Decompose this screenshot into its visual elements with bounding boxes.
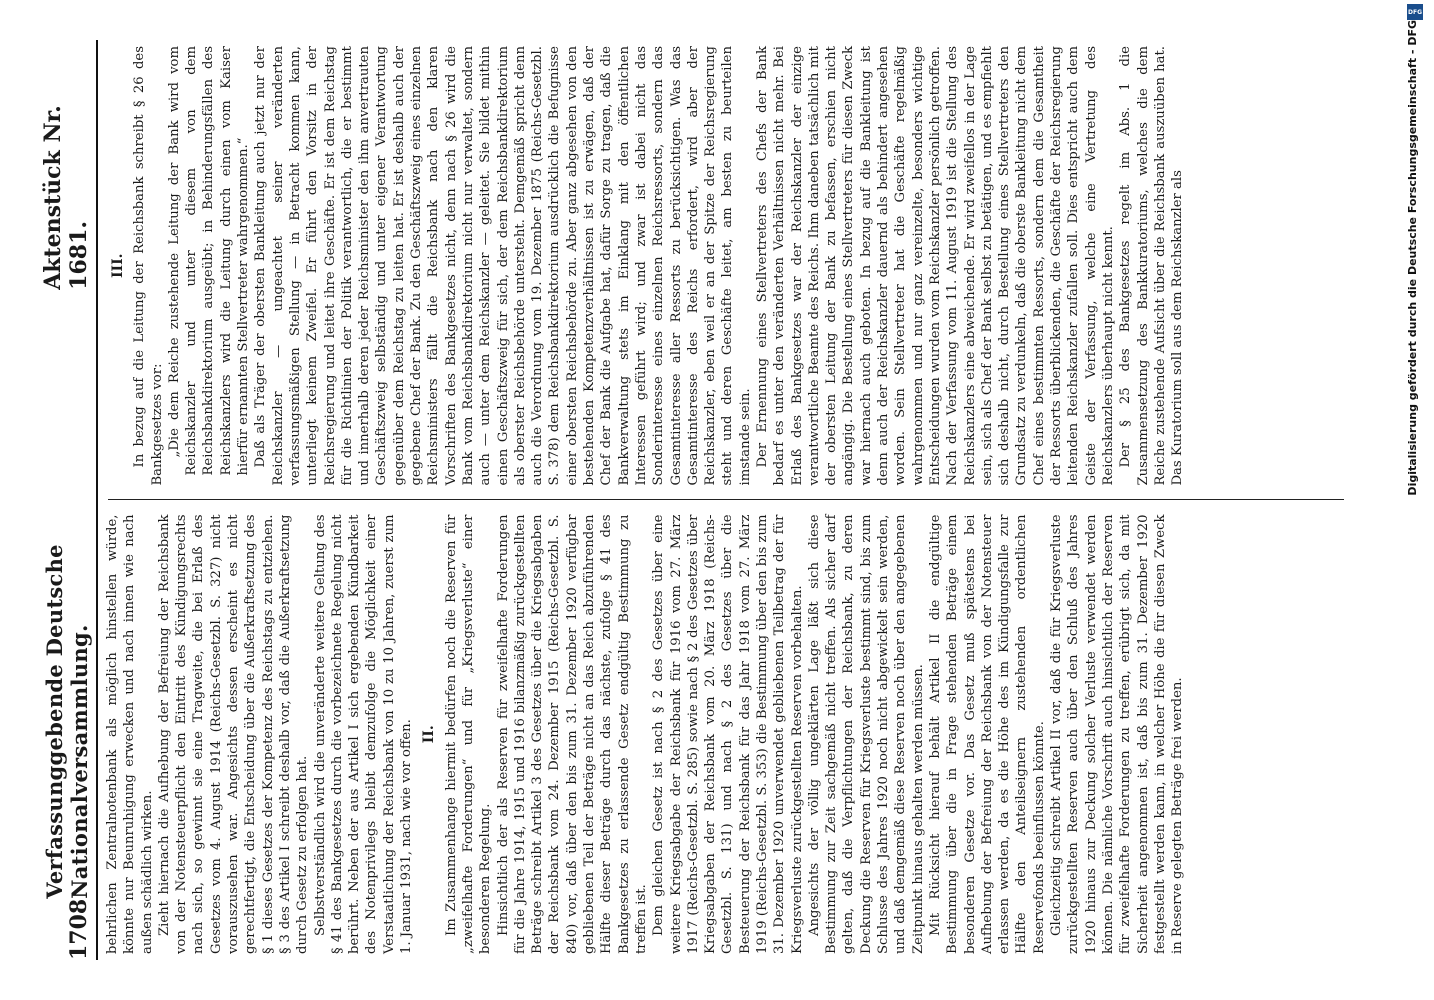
left-column	[104, 509, 1344, 961]
quoted-law-text: „Die dem Reiche zustehende Leitung der Bank wird vom Reichskanzler und unter diesem von dem Reichsbankdirektorium ausgeübt; in Behinderungsfällen des Reichskanzlers wird die Leitung durch einen vom Kaiser hierfür ernannten Stellvertreter wahrgenommen.“	[166, 46, 252, 476]
paragraph: Angesichts der völlig ungeklärten Lage läßt sich diese Bestimmung zur Zeit sachgemäß nicht treffen. Als sicher darf gelten, daß die Verpflichtungen der Reichsbank, zu deren Deckung die Reserven für Kriegsverluste bestimmt sind, bis zum Schlusse des Jahres 1920 noch nicht abgewickelt sein werden, und daß demgemäß diese Reserven noch über den angegebenen Zeitpunkt hinaus gehalten werden müssen.	[806, 514, 926, 954]
paragraph: Der § 25 des Bankgesetzes regelt im Abs. 1 die Zusammensetzung des Bankkuratoriums, welches die dem Reiche zustehende Aufsicht über die Reichsbank auszuüben hat. Das Kuratorium soll aus dem Reichskanzler als	[1118, 46, 1186, 486]
paragraph: In bezug auf die Leitung der Reichsbank schreibt § 26 des Bankgesetzes vor:	[132, 46, 165, 486]
running-title: Verfassunggebende Deutsche Nationalversammlung.	[42, 544, 92, 899]
paragraph: Daß als Träger der obersten Bankleitung auch jetzt nur der Reichskanzler — ungeachtet seiner veränderten verfassungsmäßigen Stellung — in Betracht kommen kann, unterliegt keinem Zweifel. Er führt den Vorsitz in der Reichsregierung und leitet ihre Geschäfte. Er ist dem Reichstag für die Richtlinien der Politik verantwortlich, die er bestimmt und innerhalb deren jeder Reichsminister den ihm anvertrauten Geschäftszweig selbständig und unter eigener Verantwortung gegenüber dem Reichstag zu leiten hat. Er ist deshalb auch der gegebene Chef der Bank. Zu den Geschäftszweig eines einzelnen Reichsministers fällt die Reichsbank nach den klaren Vorschriften des Bankgesetzes nicht, denn nach § 26 wird die Bank vom Reichsbankdirektorium nicht nur verwaltet, sondern auch — unter dem Reichskanzler — geleitet. Sie bildet mithin einen Geschäftszweig für sich, der dem Reichsbankdirektorium als oberster Reichsbehörde untersteht. Demgemäß spricht denn auch die Verordnung vom 19. Dezember 1875 (Reichs-Gesetzbl. S. 378) dem Reichsbankdirektorium ausdrücklich die Befugnisse einer obersten Reichsbehörde zu. Aber ganz abgesehen von den bestehenden Kompetenzverhältnissen ist zu erwägen, daß der Chef der Bank die Aufgabe hat, dafür Sorge zu tragen, daß die Bankverwaltung stets im Einklang mit den öffentlichen Interessen geführt wird; und zwar ist dabei nicht das Sonderinteresse eines einzelnen Reichsressorts, sondern das Gesamtinteresse aller Ressorts zu berücksichtigen. Was das Gesamtinteresse des Reichs erfordert, wird aber der Reichskanzler, eben weil er an der Spitze der Reichsregierung steht und deren Geschäfte leitet, am besten zu beurteilen imstande sein.	[253, 46, 753, 486]
paragraph: Dem gleichen Gesetz ist nach § 2 des Gesetzes über eine weitere Kriegsabgabe der Reichsbank für 1916 vom 27. März 1917 (Reichs-Gesetzbl. S. 285) sowie nach § 2 des Gesetzes über Kriegsabgaben der Reichsbank vom 20. März 1918 (Reichs-Gesetzbl. S. 131) und nach § 2 des Gesetzes über die Besteuerung der Reichsbank für das Jahr 1918 vom 27. März 1919 (Reichs-Gesetzbl. S. 353) die Bestimmung über den bis zum 31. Dezember 1920 unverwendet gebliebenen Teilbetrag der für Kriegsverluste zurückgestellten Reserven vorbehalten.	[651, 514, 805, 954]
digitization-credit: Digitalisierung gefördert durch die Deutsche Forschungsgemeinschaft - DFG	[1406, 20, 1419, 496]
section-heading-iii: III.	[110, 253, 126, 279]
paragraph: Im Zusammenhange hiermit bedürfen noch die Reserven für „zweifelhafte Forderungen“ und für „Kriegsverluste“ einer besonderen Regelung.	[443, 514, 494, 954]
section-heading-ii: II.	[421, 725, 438, 744]
column-divider	[108, 500, 1344, 501]
text-columns	[104, 40, 1344, 960]
right-column	[104, 40, 1344, 492]
paragraph: Mit Rücksicht hierauf behält Artikel II die endgültige Bestimmung über die in Frage stehenden Beträge einem besonderen Gesetze vor. Das Gesetz muß spätestens bei Aufhebung der Befreiung der Reichsbank von der Notensteuer erlassen werden, da es die Höhe des im Kündigungsfalle zur Hälfte den Anteilseignern zustehenden ordentlichen Reservefonds beeinflussen könnte.	[927, 514, 1047, 954]
paragraph: Hinsichtlich der als Reserven für zweifelhafte Forderungen für die Jahre 1914, 1915 und 1916 bilanzmäßig zurückgestellten Beträge schreibt Artikel 3 des Gesetzes über die Kriegsabgaben der Reichsbank vom 24. Dezember 1915 (Reichs-Gesetzbl. S. 840) vor, daß über den bis zum 31. Dezember 1920 verfügbar gebliebenen Teil der Beträge nicht an das Reich abzuführenden Hälfte dieser Beträge durch das nächste, zufolge § 41 des Bankgesetzes zu erlassende Gesetz endgültig Bestimmung zu treffen ist.	[495, 514, 649, 954]
document-piece-number: Aktenstück Nr. 1681.	[40, 105, 92, 290]
paragraph: Selbstverständlich wird die unveränderte weitere Geltung des § 41 des Bankgesetzes durch die vorbezeichnete Regelung nicht berührt. Neben der aus Artikel I sich ergebenden Kündbarkeit des Notenprivilegs bleibt demzufolge die Möglichkeit einer Verstaatlichung der Reichsbank von 10 zu 10 Jahren, zuerst zum 1. Januar 1931, nach wie vor offen.	[312, 514, 415, 954]
page-header	[40, 40, 98, 960]
paragraph: Gleichzeitig schreibt Artikel II vor, daß die für Kriegsverluste zurückgestellten Reserven auch über den Schluß des Jahres 1920 hinaus zur Deckung solcher Verluste verwendet werden können. Die nämliche Vorschrift auch hinsichtlich der Reserven für zweifelhafte Forderungen zu treffen, erübrigt sich, da mit Sicherheit angenommen ist, daß bis zum 31. Dezember 1920 festgestellt werden kann, in welcher Höhe die für diesen Zweck in Reserve gelegten Beträge frei werden.	[1049, 514, 1186, 954]
paragraph: Der Ernennung eines Stellvertreters des Chefs der Bank bedarf es unter den veränderten Verhältnissen nicht mehr. Bei Erlaß des Bankgesetzes war der Reichskanzler der einzige verantwortliche Beamte des Reichs. Ihm daneben tatsächlich mit der obersten Leitung der Bank zu befassen, erschien nicht angängig. Die Bestellung eines Stellvertreters für diesen Zweck war hiernach auch geboten. In bezug auf die Bankleitung ist denn auch der Reichskanzler dauernd als behindert angesehen worden. Sein Stellvertreter hat die Geschäfte regelmäßig wahrgenommen und nur ganz vereinzelte, besonders wichtige Entscheidungen wurden vom Reichskanzler persönlich getroffen. Nach der Verfassung vom 11. August 1919 ist die Stellung des Reichskanzlers eine abweichende. Er wird zweifellos in der Lage sein, sich als Chef der Bank selbst zu betätigen, und es empfiehlt sich deshalb nicht, durch Bestellung eines Stellvertreters den Grundsatz zu verdunkeln, daß die oberste Bankleitung nicht dem Chef eines bestimmten Ressorts, sondern dem die Gesamtheit der Ressorts überblickenden, die Geschäfte der Reichsregierung leitenden Reichskanzler zufallen soll. Dies entspricht auch dem Geiste der Verfassung, welche eine Vertretung des Reichskanzlers überhaupt nicht kennt.	[754, 46, 1116, 486]
dfg-logo: DFG	[1407, 4, 1423, 20]
page-number: 1708	[66, 898, 92, 960]
paragraph: Zieht hiernach die Aufhebung der Befreiung der Reichsbank von der Notensteuerpflicht den Eintritt des Kündigungsrechts nach sich, so gewinnt sie eine Tragweite, die bei Erlaß des Gesetzes vom 4. August 1914 (Reichs-Gesetzbl. S. 327) nicht vorauszusehen war. Angesichts dessen erscheint es nicht gerechtfertigt, die Entscheidung über die Außerkraftsetzung des § 1 dieses Gesetzes der Kompetenz des Reichstags zu entziehen. § 3 des Artikel I schreibt deshalb vor, daß die Außerkraftsetzung durch Gesetz zu erfolgen hat.	[156, 514, 311, 954]
digitization-notice	[1402, 0, 1428, 1000]
paragraph: behrlichen Zentralnotenbank als möglich hinstellen würde, könnte nur Beunruhigung erwecken und nach innen wie nach außen schädlich wirken.	[105, 514, 155, 954]
